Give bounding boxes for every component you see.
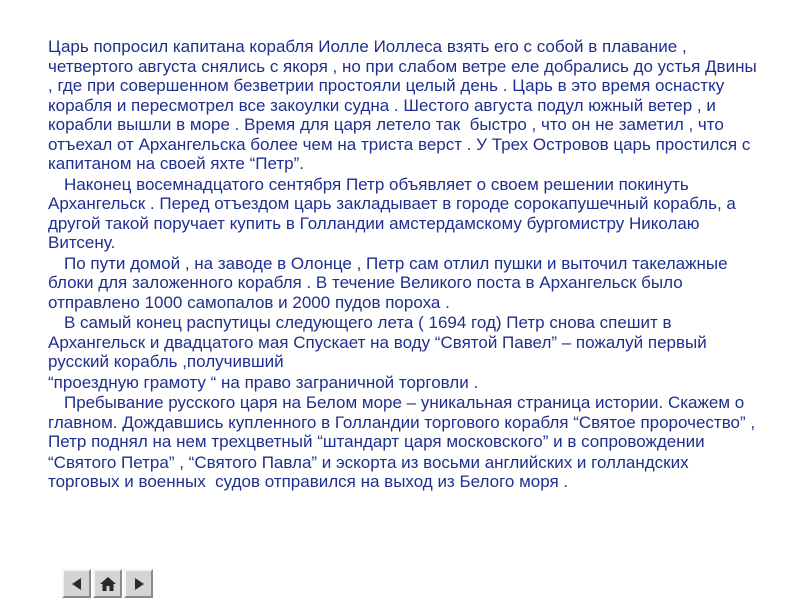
paragraph-7: “Святого Петра” , “Святого Павла” и эскорта из восьми английских и голландских торговых и военных судов отправился на выход из Белого моря .: [48, 452, 694, 491]
paragraph-3: По пути домой , на заводе в Олонце , Петр сам отлил пушки и выточил такелажные блоки для заложенного корабля . В течение Великого поста в Архангельск было отправлено 1000 самопалов и 2000 пудов пороха .: [48, 253, 733, 312]
arrow-right-icon: [131, 576, 147, 592]
home-slide-button[interactable]: [93, 569, 122, 598]
slide-body-text: [48, 37, 760, 493]
arrow-left-icon: [69, 576, 85, 592]
paragraph-2: Наконец восемнадцатого сентября Петр объявляет о своем решении покинуть Архангельск . Перед отъездом царь закладывает в городе сорокапушечный корабль, а другой такой поручает купить в Голландии амстердамскому бургомистру Николаю Витсену.: [48, 174, 741, 252]
slide-navigation: [62, 569, 155, 598]
home-icon: [99, 576, 117, 592]
next-slide-button[interactable]: [124, 569, 153, 598]
paragraph-4: В самый конец распутицы следующего лета ( 1694 год) Петр снова спешит в Архангельск и двадцатого мая Спускает на воду “Святой Павел” – пожалуй первый русский корабль ,получивший: [48, 313, 712, 371]
paragraph-5: “проездную грамоту “ на право заграничной торговли .: [48, 372, 479, 392]
paragraph-1: Царь попросил капитана корабля Иолле Иоллеса взять его с собой в плавание , четвертого августа снялись с якоря , но при слабом ветре еле добрались до устья Двины , где при совершенном безветрии простояли целый день . Царь в это время оснастку корабля и пересмотрел все закоулки судна . Шестого августа подул южный ветер , и корабли вышли в море . Время для царя летело так быстро , что он не заметил , что отъехал от Архангельска более чем на триста верст . У Трех Островов царь простился с капитаном на своей яхте “Петр”.: [48, 37, 762, 173]
previous-slide-button[interactable]: [62, 569, 91, 598]
paragraph-6: Пребывание русского царя на Белом море – уникальная страница истории. Скажем о главном. Дождавшись купленного в Голландии торгового корабля “Святое пророчество” , Петр поднял на нем трехцветный “штандарт царя московского” и в сопровождении: [48, 393, 760, 451]
